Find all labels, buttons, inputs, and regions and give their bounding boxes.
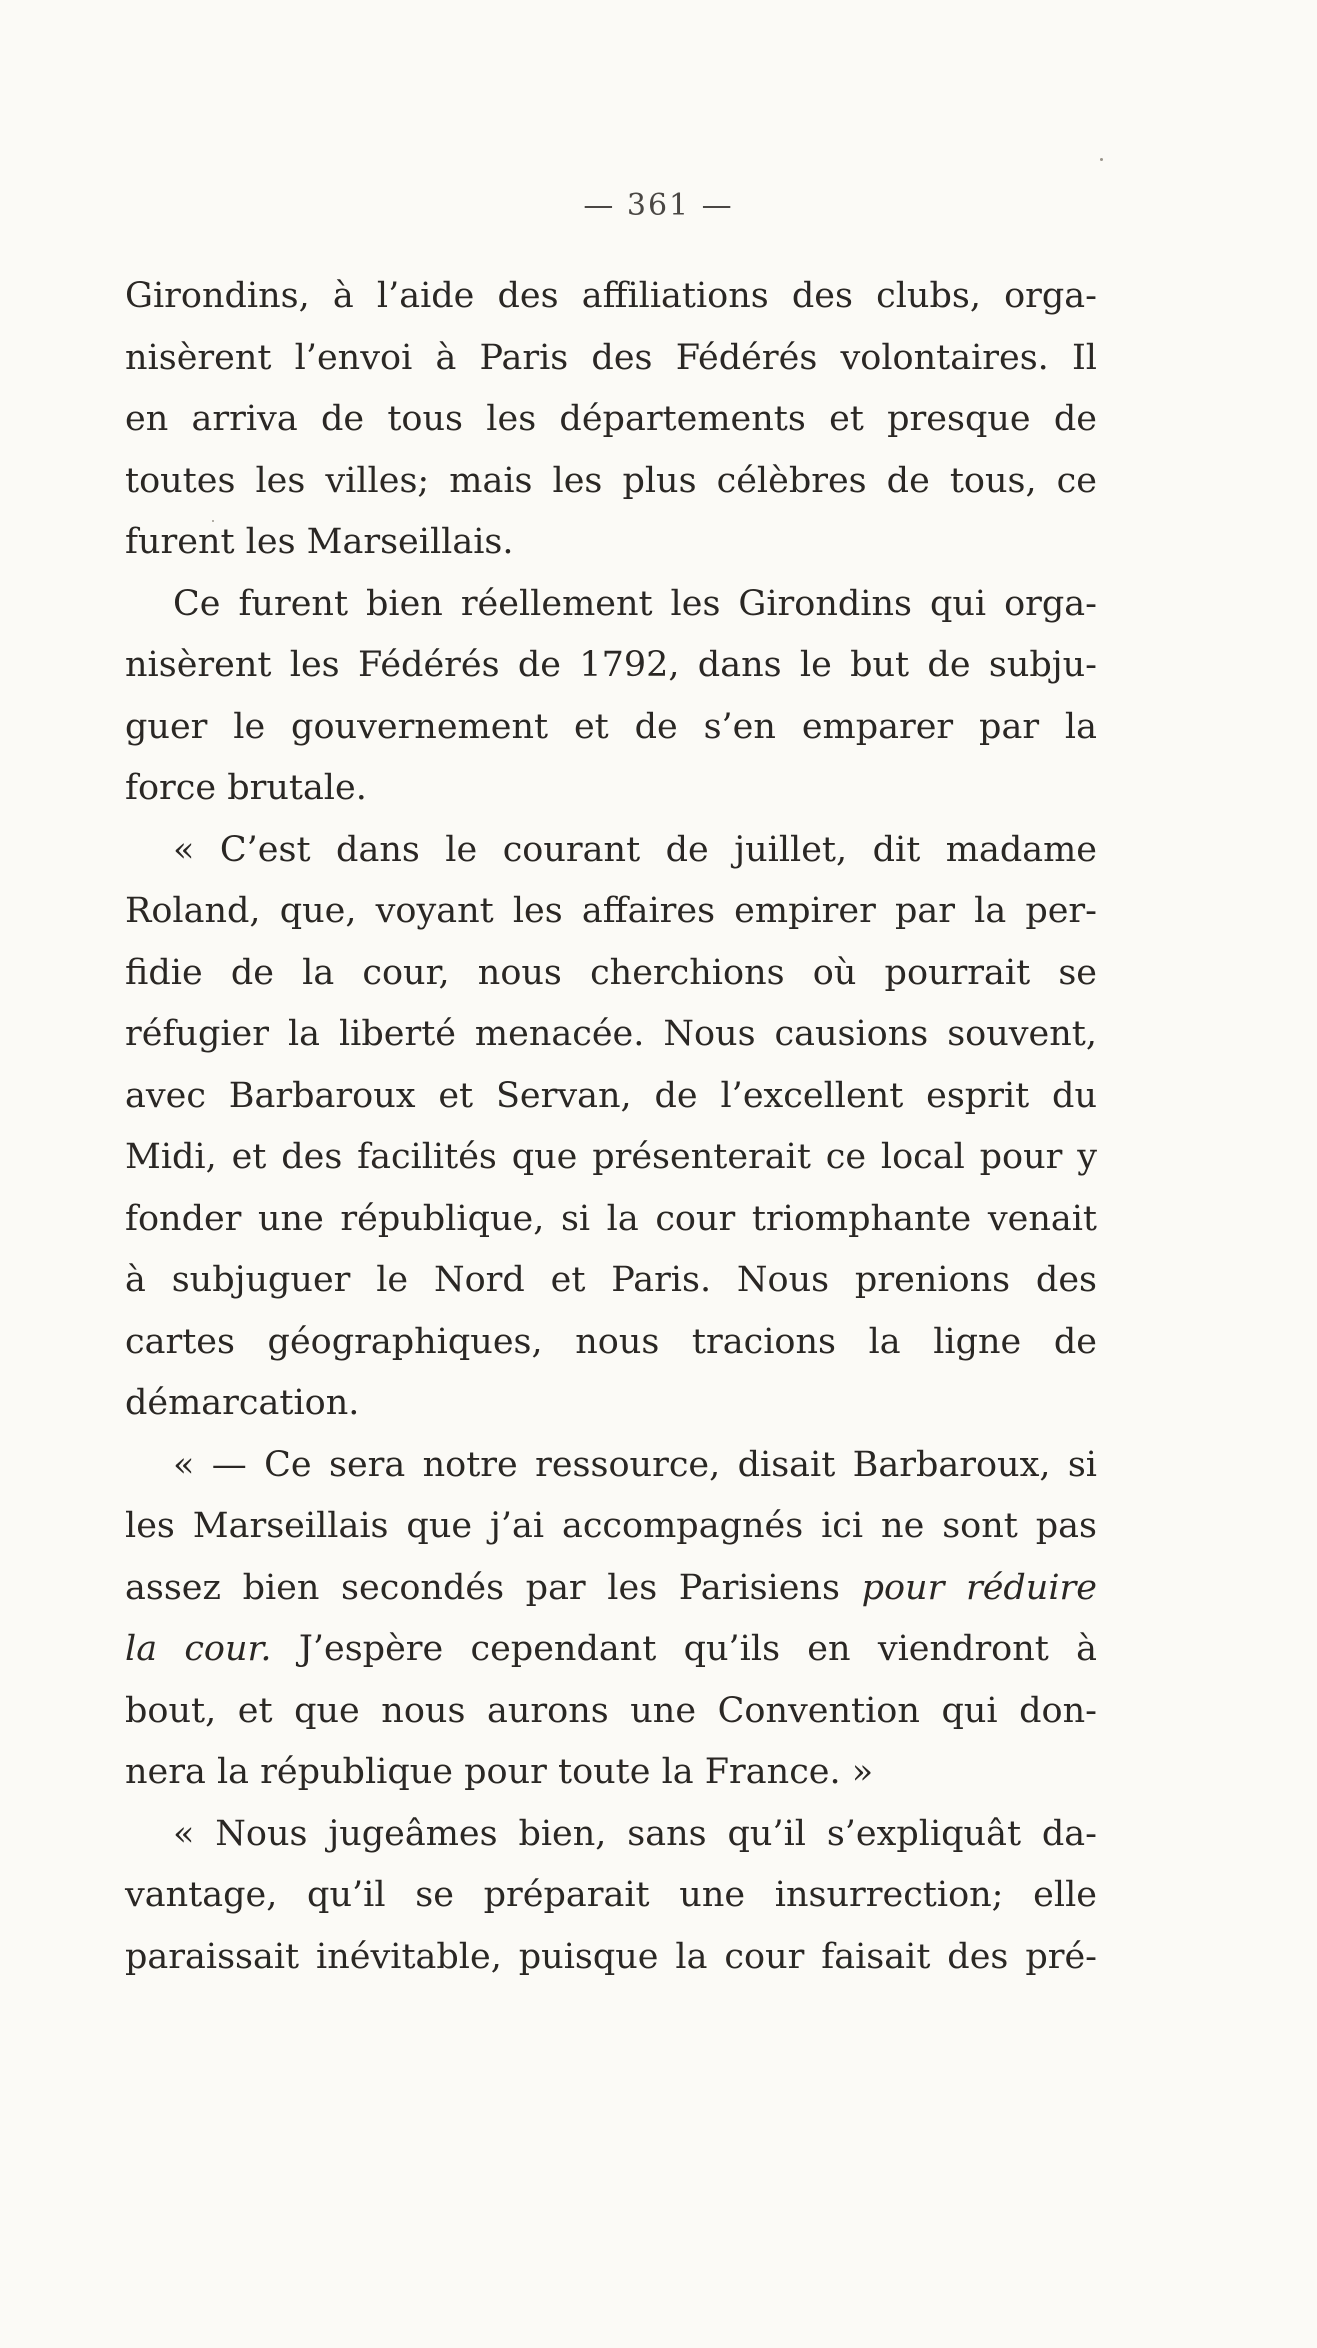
text-line xyxy=(125,266,1097,328)
text-line xyxy=(125,328,1097,390)
text-line xyxy=(125,635,1097,697)
text-line xyxy=(125,451,1097,513)
line-text: « — Ce sera notre ressource, disait Barbaroux, si xyxy=(173,1444,1097,1485)
line-text: Ce furent bien réellement les Girondins qui orga- xyxy=(173,583,1097,624)
line-text: à subjuguer le Nord et Paris. Nous prenions des xyxy=(125,1260,1097,1300)
line-text: avec Barbaroux et Servan, de l’excellent esprit du xyxy=(125,1075,1097,1116)
line-text: démarcation. xyxy=(125,1383,360,1423)
text-line xyxy=(125,1004,1097,1066)
line-text: nisèrent l’envoi à Paris des Fédérés volontaires. Il xyxy=(125,337,1097,378)
line-text: guer le gouvernement et de s’en emparer par la xyxy=(125,706,1097,747)
line-text: Roland, que, voyant les affaires empirer par la per- xyxy=(125,891,1097,931)
paper-speck xyxy=(1100,158,1103,161)
emphasis-text: la cour. xyxy=(125,1629,272,1669)
body-text xyxy=(125,266,1097,1988)
line-text: les Marseillais que j’ai accompagnés ici ne sont pas xyxy=(125,1506,1097,1546)
line-text: paraissait inévitable, puisque la cour faisait des pré- xyxy=(125,1936,1097,1977)
text-line xyxy=(125,881,1097,943)
text-line xyxy=(125,1804,1097,1866)
text-line xyxy=(125,389,1097,451)
line-text: J’espère cependant qu’ils en viendront à xyxy=(271,1629,1097,1669)
line-text: fonder une république, si la cour triomphante venait xyxy=(125,1198,1097,1239)
text-line xyxy=(125,1066,1097,1128)
line-text: fidie de la cour, nous cherchions où pourrait se xyxy=(125,952,1097,993)
line-text: assez bien secondés par les Parisiens xyxy=(125,1567,840,1608)
text-line xyxy=(125,1619,1097,1681)
paper-speck xyxy=(212,520,214,522)
text-line xyxy=(125,1681,1097,1743)
text-line xyxy=(125,1496,1097,1558)
line-text: furent les Marseillais. xyxy=(125,522,514,562)
text-line xyxy=(125,820,1097,882)
text-line xyxy=(125,574,1097,636)
text-line xyxy=(125,758,1097,820)
text-line xyxy=(125,1865,1097,1927)
line-text: nisèrent les Fédérés de 1792, dans le but de subju- xyxy=(125,645,1097,685)
line-text: vantage, qu’il se préparait une insurrection; elle xyxy=(125,1875,1097,1915)
line-text: en arriva de tous les départements et presque de xyxy=(125,399,1097,439)
text-line xyxy=(125,1312,1097,1374)
text-line xyxy=(125,1742,1097,1804)
text-line xyxy=(125,512,1097,574)
line-text: bout, et que nous aurons une Convention qui don- xyxy=(125,1690,1097,1731)
text-line xyxy=(125,1250,1097,1312)
text-line xyxy=(125,697,1097,759)
line-text: nera la république pour toute la France. » xyxy=(125,1752,874,1792)
text-line xyxy=(125,1189,1097,1251)
text-line xyxy=(125,1558,1097,1620)
line-text: force brutale. xyxy=(125,768,367,808)
line-text: « Nous jugeâmes bien, sans qu’il s’expliquât da- xyxy=(173,1813,1097,1854)
text-line xyxy=(125,1927,1097,1989)
line-text: toutes les villes; mais les plus célèbres de tous, ce xyxy=(125,460,1097,501)
text-line xyxy=(125,943,1097,1005)
page-number: — 361 — xyxy=(583,188,734,223)
line-text: Midi, et des facilités que présenterait ce local pour y xyxy=(125,1137,1097,1177)
line-text: cartes géographiques, nous tracions la ligne de xyxy=(125,1321,1097,1362)
text-line xyxy=(125,1127,1097,1189)
text-line xyxy=(125,1435,1097,1497)
emphasis-text: pour réduire xyxy=(861,1567,1097,1608)
line-text: réfugier la liberté menacée. Nous causions souvent, xyxy=(125,1014,1097,1054)
text-line xyxy=(125,1373,1097,1435)
line-text: Girondins, à l’aide des affiliations des clubs, orga- xyxy=(125,276,1097,316)
line-text: « C’est dans le courant de juillet, dit madame xyxy=(173,829,1097,870)
